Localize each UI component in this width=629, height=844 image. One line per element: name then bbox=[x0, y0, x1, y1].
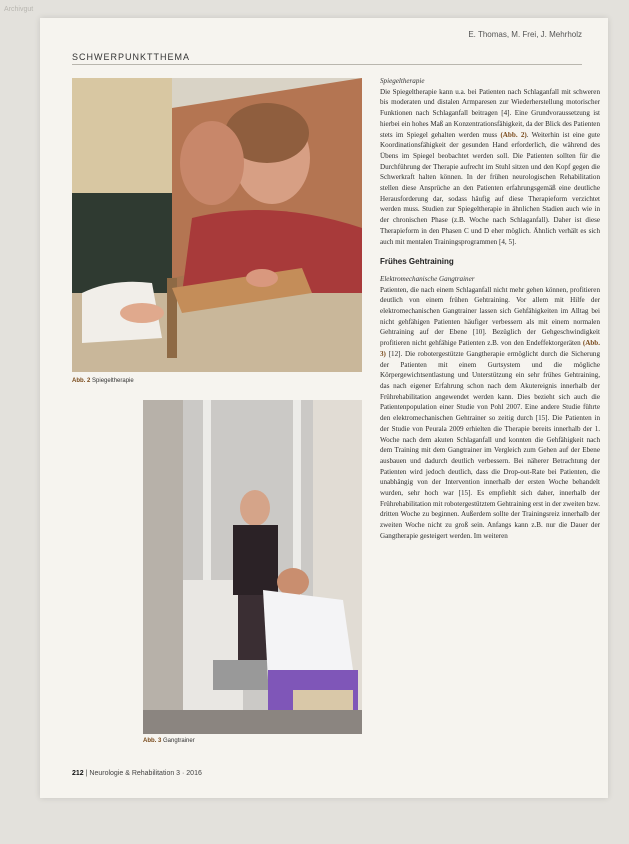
subheading-mirror-therapy: Spiegeltherapie bbox=[380, 77, 425, 85]
figure-2-title: Spiegeltherapie bbox=[92, 378, 134, 384]
body-text-column bbox=[380, 76, 600, 542]
journal-name: | Neurologie & Rehabilitation 3 · 2016 bbox=[85, 770, 202, 777]
paragraph-mirror-therapy: Die Spiegeltherapie kann u.a. bei Patienten nach Schlaganfall mit schweren bis moderaten und distalen Armparesen zur Wiederherstellung motorischer Funktionen nach Schlaganfall beitragen [4]. Eine Grundvoraussetzung ist hierbei ein hohes Maß an Konzentrationsfähigkeit, da der Blick des Patienten stets im Spiegel gehalten werden muss (Abb. 2). Weiterhin ist eine gute Koordinationsfähigkeit der gesunden Hand erforderlich, die während des Übens im Spiegel beobachtet werden soll. Die Patienten sollten für die Durchführung der Therapie aufrecht im Stuhl sitzen und den Kopf gegen die Schwerkraft halten können. In der frühen neurologischen Rehabilitation stellen diese Ansprüche an den Patienten erfahrungsgemäß eine deutliche Herausforderung dar, sodass häufig auf diese Therapieform verzichtet werden muss. Studien zur Spiegeltherapie in ähnlichen Stadien auch wie in der chronischen Phase (z.B. Woche nach Schlaganfall). Daher ist diese Therapieform in den Phasen C und D eher möglich. Ähnlich verhält es sich auch mit mentalen Trainingsprogrammen [4, 5]. bbox=[380, 87, 600, 246]
figure-gait-trainer-photo bbox=[143, 400, 362, 734]
figure-ref-2: (Abb. 2) bbox=[500, 130, 527, 139]
figure-mirror-therapy-photo bbox=[72, 78, 362, 372]
figure-ref-3: (Abb. 3) bbox=[380, 339, 600, 358]
figure-3-caption bbox=[143, 738, 195, 744]
subheading-gait-trainer: Elektromechanische Gangtrainer bbox=[380, 274, 475, 283]
running-head-authors: E. Thomas, M. Frei, J. Mehrholz bbox=[468, 30, 582, 39]
paragraph-gait-trainer: Patienten, die nach einem Schlaganfall nicht mehr gehen können, profitieren deutlich von einem frühen Gehtraining. Vor allem mit Hilfe der elektromechanischen Gangtrainer lassen sich Gehfähigkeiten im Alltag bei nicht gehfähigen Patienten häufiger verbessern als mit einem normalen Gehtraining auf der Ebene [10]. Bezüglich der Gehgeschwindigkeit profitieren nicht gehfähige Patienten z.B. von den Endeffektorgeräten (Abb. 3) [12]. Die robotergestützte Gangtherapie ermöglicht durch die Sicherung der Patienten mit einem Gurtsystem und die mögliche Körpergewichtsentlastung und Unterstützung ein sehr frühes Gehtraining, das nach eigener Erfahrung schon nach dem Akutereignis innerhalb der Frührehabilitation angewendet werden kann. Dies bezieht sich auch die Patientenpopulation einer Studie von Pohl 2007. Eine andere Studie führte den elektromechanischen Gehtrainer so zeitig durch [15]. Die Patienten in der Studie von Peurala 2009 erhielten die Therapie bereits innerhalb der 1. Woche nach dem akuten Schlaganfall und konnten die Gehfähigkeit nach dem Training mit dem Gangtrainer im Vergleich zum Gehen auf der Ebene ausbauen und dadurch deutlich verbessern. Bei näherer Betrachtung der Patienten wird jedoch deutlich, dass die Drop-out-Rate bei Patienten, die unabhängig von der Intervention innerhalb der ersten Woche behandelt wurden, sehr hoch war [15]. Es empfiehlt sich daher, innerhalb der Frührehabilitation mit robotergestütztem Gehtraining erst in der zweiten bzw. dritten Woche zu beginnen. Außerdem sollte der Trainingsreiz innerhalb der zweiten Woche nicht zu groß sein. Anfangs kann z.B. nur die Dauer der Gangtherapie gesteigert werden. Im weiteren bbox=[380, 285, 600, 540]
figure-2-label: Abb. 2 bbox=[72, 378, 91, 384]
page-number: 212 bbox=[72, 770, 84, 777]
document-page bbox=[40, 18, 608, 798]
archive-stamp: Archivgut bbox=[4, 6, 34, 13]
header-rule bbox=[72, 64, 582, 65]
heading-early-gait-training: Frühes Gehtraining bbox=[380, 257, 454, 267]
figure-3-title: Gangtrainer bbox=[163, 738, 195, 744]
figure-3-label: Abb. 3 bbox=[143, 738, 162, 744]
section-label: SCHWERPUNKTTHEMA bbox=[72, 52, 191, 62]
figure-2-caption bbox=[72, 378, 134, 384]
page-footer bbox=[72, 770, 202, 777]
